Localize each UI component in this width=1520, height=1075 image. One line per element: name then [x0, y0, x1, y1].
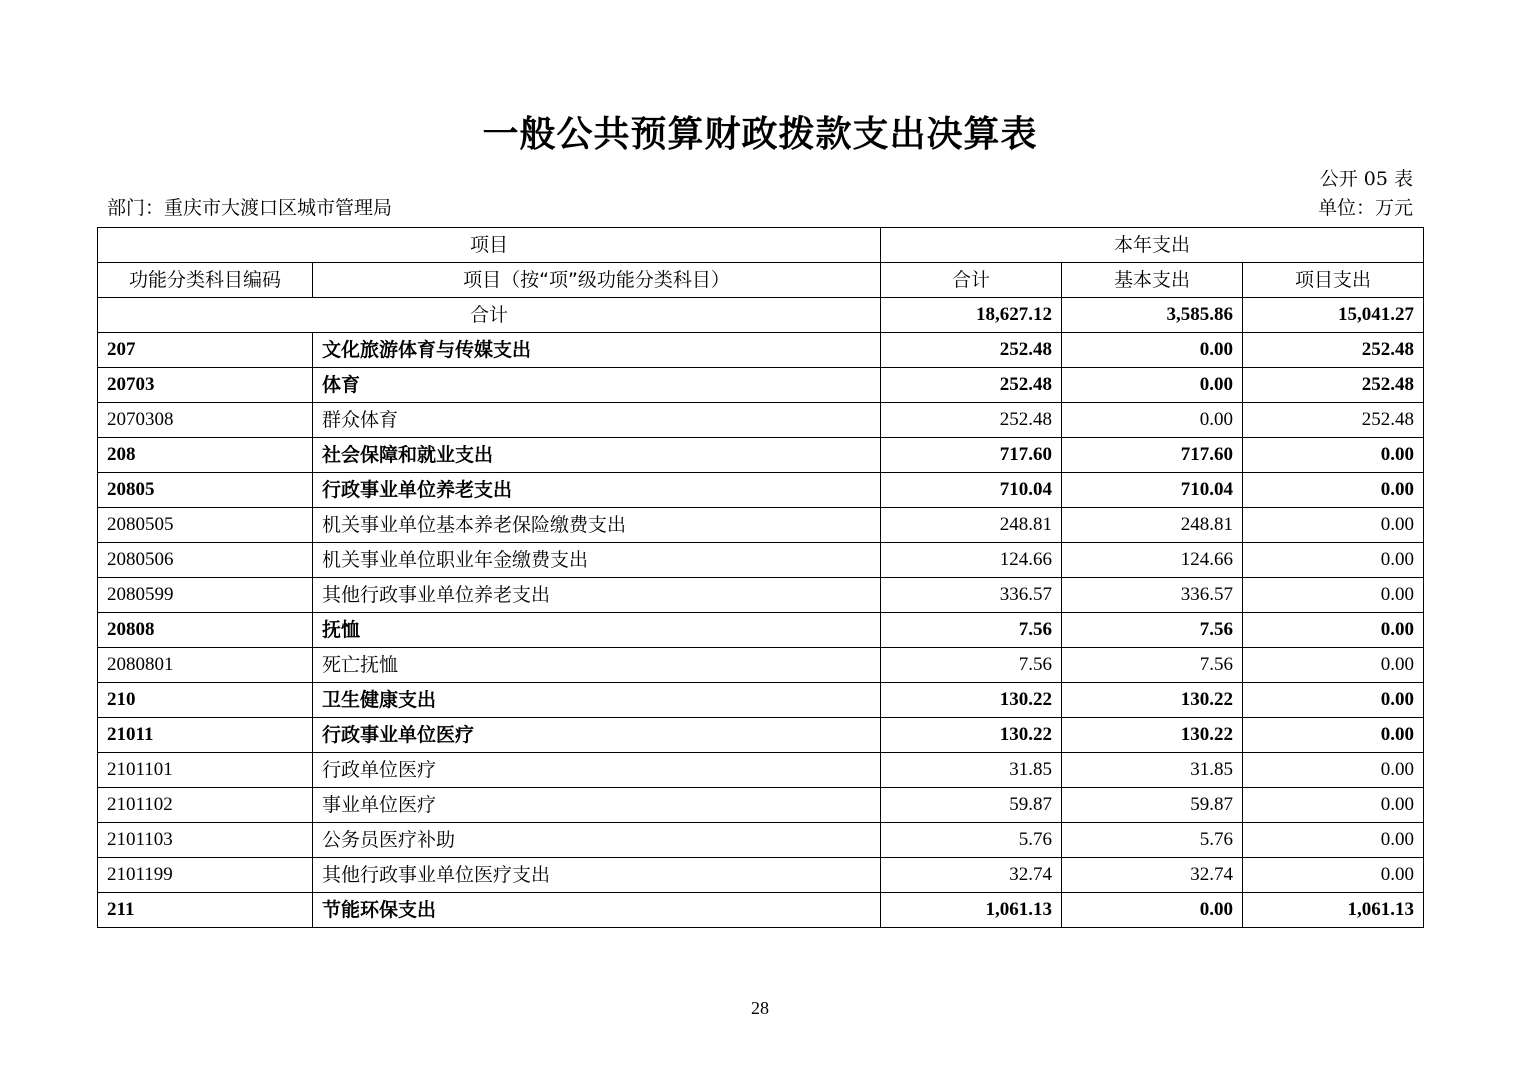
basic-cell: 5.76 — [1062, 823, 1243, 858]
name-cell: 群众体育 — [313, 403, 881, 438]
total-cell: 59.87 — [881, 788, 1062, 823]
header-item: 项目 — [98, 228, 881, 263]
table-row — [98, 788, 1424, 823]
total-cell: 7.56 — [881, 613, 1062, 648]
name-cell: 机关事业单位基本养老保险缴费支出 — [313, 508, 881, 543]
project-cell: 0.00 — [1243, 543, 1424, 578]
project-cell: 0.00 — [1243, 753, 1424, 788]
basic-cell: 32.74 — [1062, 858, 1243, 893]
name-cell: 事业单位医疗 — [313, 788, 881, 823]
basic-cell: 710.04 — [1062, 473, 1243, 508]
name-cell: 行政事业单位医疗 — [313, 718, 881, 753]
code-cell: 2101101 — [98, 753, 313, 788]
header-year-expense: 本年支出 — [881, 228, 1424, 263]
name-cell: 其他行政事业单位医疗支出 — [313, 858, 881, 893]
total-project: 15,041.27 — [1243, 298, 1424, 333]
header-basic: 基本支出 — [1062, 263, 1243, 298]
total-cell: 31.85 — [881, 753, 1062, 788]
total-cell: 717.60 — [881, 438, 1062, 473]
department-label: 部门：重庆市大渡口区城市管理局 — [107, 197, 393, 219]
name-cell: 体育 — [313, 368, 881, 403]
unit-label: 单位：万元 — [1317, 197, 1413, 219]
code-cell: 2101102 — [98, 788, 313, 823]
table-row — [98, 718, 1424, 753]
name-cell: 卫生健康支出 — [313, 683, 881, 718]
table-row — [98, 543, 1424, 578]
basic-cell: 7.56 — [1062, 613, 1243, 648]
total-cell: 248.81 — [881, 508, 1062, 543]
project-cell: 0.00 — [1243, 578, 1424, 613]
code-cell: 20805 — [98, 473, 313, 508]
total-cell: 124.66 — [881, 543, 1062, 578]
header-total: 合计 — [881, 263, 1062, 298]
name-cell: 抚恤 — [313, 613, 881, 648]
header-row-1 — [98, 228, 1424, 263]
project-cell: 1,061.13 — [1243, 893, 1424, 928]
basic-cell: 0.00 — [1062, 333, 1243, 368]
code-cell: 2080506 — [98, 543, 313, 578]
project-cell: 0.00 — [1243, 473, 1424, 508]
project-cell: 252.48 — [1243, 368, 1424, 403]
table-number: 公开 05 表 — [1319, 168, 1413, 190]
basic-cell: 717.60 — [1062, 438, 1243, 473]
code-cell: 2080599 — [98, 578, 313, 613]
table-row — [98, 473, 1424, 508]
project-cell: 0.00 — [1243, 613, 1424, 648]
basic-cell: 59.87 — [1062, 788, 1243, 823]
table-row — [98, 508, 1424, 543]
project-cell: 0.00 — [1243, 823, 1424, 858]
basic-cell: 336.57 — [1062, 578, 1243, 613]
project-cell: 252.48 — [1243, 403, 1424, 438]
project-cell: 0.00 — [1243, 438, 1424, 473]
name-cell: 文化旅游体育与传媒支出 — [313, 333, 881, 368]
header-name: 项目（按“项”级功能分类科目） — [313, 263, 881, 298]
table-row — [98, 613, 1424, 648]
project-cell: 252.48 — [1243, 333, 1424, 368]
page-title: 一般公共预算财政拨款支出决算表 — [482, 114, 1038, 155]
code-cell: 2080505 — [98, 508, 313, 543]
name-cell: 行政事业单位养老支出 — [313, 473, 881, 508]
code-cell: 211 — [98, 893, 313, 928]
code-cell: 20808 — [98, 613, 313, 648]
table-row — [98, 438, 1424, 473]
table-row — [98, 333, 1424, 368]
table-row — [98, 578, 1424, 613]
table-row — [98, 648, 1424, 683]
basic-cell: 130.22 — [1062, 718, 1243, 753]
basic-cell: 7.56 — [1062, 648, 1243, 683]
code-cell: 207 — [98, 333, 313, 368]
total-cell: 5.76 — [881, 823, 1062, 858]
code-cell: 2080801 — [98, 648, 313, 683]
project-cell: 0.00 — [1243, 788, 1424, 823]
basic-cell: 130.22 — [1062, 683, 1243, 718]
table-row — [98, 368, 1424, 403]
table-row — [98, 683, 1424, 718]
total-cell: 32.74 — [881, 858, 1062, 893]
header-row-2 — [98, 263, 1424, 298]
header-project: 项目支出 — [1243, 263, 1424, 298]
name-cell: 行政单位医疗 — [313, 753, 881, 788]
name-cell: 节能环保支出 — [313, 893, 881, 928]
code-cell: 2070308 — [98, 403, 313, 438]
table-row — [98, 858, 1424, 893]
page-number: 28 — [751, 998, 769, 1018]
total-cell: 252.48 — [881, 368, 1062, 403]
code-cell: 210 — [98, 683, 313, 718]
total-cell: 1,061.13 — [881, 893, 1062, 928]
code-cell: 2101103 — [98, 823, 313, 858]
table-row — [98, 403, 1424, 438]
total-label: 合计 — [98, 298, 881, 333]
name-cell: 其他行政事业单位养老支出 — [313, 578, 881, 613]
total-cell: 710.04 — [881, 473, 1062, 508]
project-cell: 0.00 — [1243, 858, 1424, 893]
total-cell: 336.57 — [881, 578, 1062, 613]
basic-cell: 0.00 — [1062, 368, 1243, 403]
project-cell: 0.00 — [1243, 508, 1424, 543]
project-cell: 0.00 — [1243, 718, 1424, 753]
table-row — [98, 753, 1424, 788]
name-cell: 社会保障和就业支出 — [313, 438, 881, 473]
total-cell: 130.22 — [881, 683, 1062, 718]
code-cell: 2101199 — [98, 858, 313, 893]
table-row — [98, 823, 1424, 858]
basic-cell: 0.00 — [1062, 403, 1243, 438]
basic-cell: 0.00 — [1062, 893, 1243, 928]
total-cell: 252.48 — [881, 403, 1062, 438]
name-cell: 公务员医疗补助 — [313, 823, 881, 858]
header-code: 功能分类科目编码 — [98, 263, 313, 298]
total-sum: 18,627.12 — [881, 298, 1062, 333]
project-cell: 0.00 — [1243, 648, 1424, 683]
code-cell: 21011 — [98, 718, 313, 753]
basic-cell: 31.85 — [1062, 753, 1243, 788]
total-cell: 130.22 — [881, 718, 1062, 753]
total-cell: 7.56 — [881, 648, 1062, 683]
basic-cell: 248.81 — [1062, 508, 1243, 543]
table-row — [98, 893, 1424, 928]
basic-cell: 124.66 — [1062, 543, 1243, 578]
expense-table — [97, 227, 1424, 928]
total-cell: 252.48 — [881, 333, 1062, 368]
total-basic: 3,585.86 — [1062, 298, 1243, 333]
total-row — [98, 298, 1424, 333]
name-cell: 机关事业单位职业年金缴费支出 — [313, 543, 881, 578]
name-cell: 死亡抚恤 — [313, 648, 881, 683]
project-cell: 0.00 — [1243, 683, 1424, 718]
code-cell: 208 — [98, 438, 313, 473]
code-cell: 20703 — [98, 368, 313, 403]
